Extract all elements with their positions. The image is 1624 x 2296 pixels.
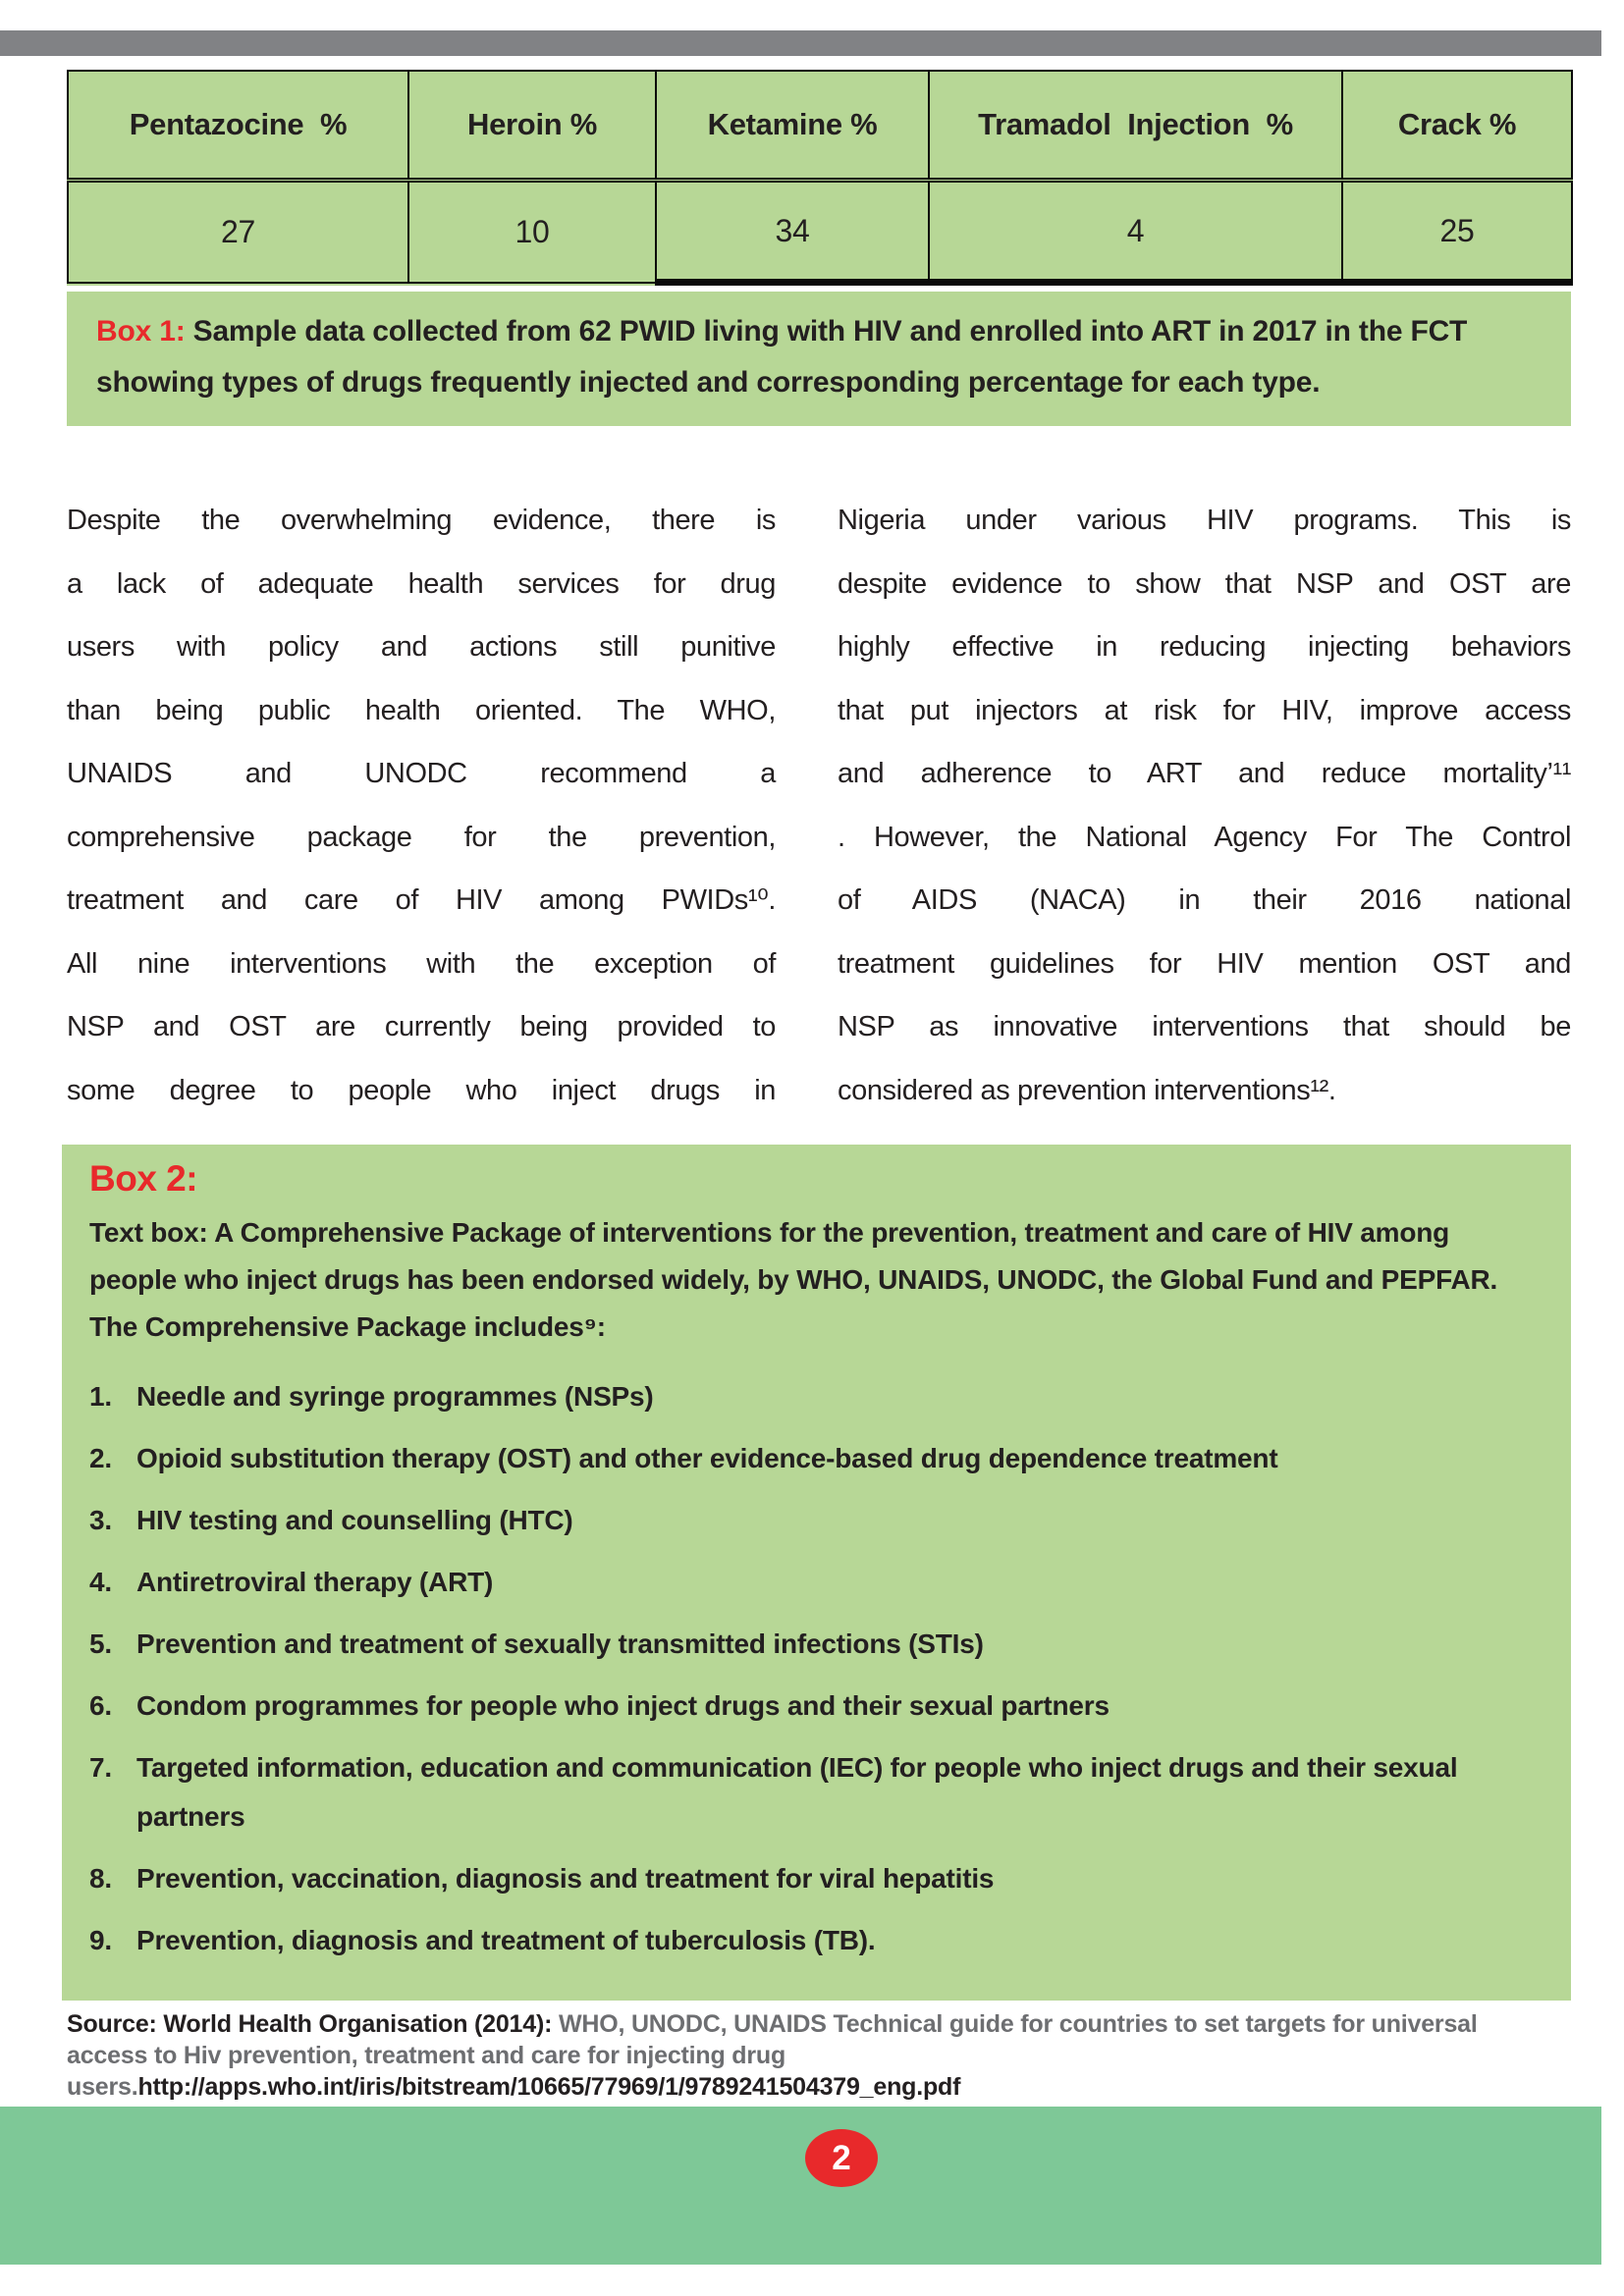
body-line: Despite the overwhelming evidence, there is (67, 505, 776, 536)
body-line: NSP as innovative interventions that should be (838, 1011, 1571, 1042)
table-value-tramadol: 4 (929, 181, 1342, 283)
body-line: a lack of adequate health services for drug (67, 567, 776, 600)
footer-band (0, 2107, 1601, 2265)
box2-intro: Text box: A Comprehensive Package of interventions for the prevention, treatment and care of HIV among people who inject drugs has been endorsed widely, by WHO, UNAIDS, UNODC, the Global Fund and PEPFAR. The Comprehensive Package includes⁹: (89, 1217, 1498, 1342)
source-citation-text: WHO, UNODC, UNAIDS Technical guide for countries to set targets for universal access to Hiv prevention, treatment and care for injecting drug users. (67, 2010, 1478, 2101)
list-item: Condom programmes for people who inject drugs and their sexual partners (136, 1690, 1110, 1721)
table-header-crack: Crack % (1342, 71, 1572, 181)
body-line: All nine interventions with the exception of (67, 947, 776, 980)
table-value-crack: 25 (1342, 181, 1572, 283)
body-line: and adherence to ART and reduce mortality’¹¹ (838, 758, 1571, 789)
list-item: Needle and syringe programmes (NSPs) (136, 1381, 654, 1412)
body-line: than being public health oriented. The WHO, (67, 694, 776, 726)
body-line: treatment and care of HIV among PWIDs¹⁰. (67, 884, 776, 916)
drug-percentage-table (67, 70, 1573, 286)
body-line: . However, the National Agency For The Control (838, 821, 1571, 853)
list-item: HIV testing and counselling (HTC) (136, 1505, 573, 1535)
list-item: Antiretroviral therapy (ART) (136, 1567, 494, 1597)
source-prefix: Source: World Health Organisation (2014): (67, 2010, 559, 2038)
box2-label: Box 2: (89, 1158, 198, 1199)
body-line: Nigeria under various HIV programs. This is (838, 505, 1571, 536)
table-header-pentazocine: Pentazocine % (68, 71, 408, 181)
body-line: UNAIDS and UNODC recommend a (67, 758, 776, 789)
box1-label: Box 1: (96, 315, 186, 347)
source-citation (67, 2008, 1551, 2103)
body-line: despite evidence to show that NSP and OST are (838, 567, 1571, 600)
page-number-badge (805, 2129, 878, 2187)
list-item: Prevention, vaccination, diagnosis and treatment for viral hepatitis (136, 1863, 995, 1894)
body-line: of AIDS (NACA) in their 2016 national (838, 884, 1571, 916)
table-value-heroin: 10 (408, 181, 656, 283)
body-line: comprehensive package for the prevention, (67, 821, 776, 853)
source-url-link[interactable]: http://apps.who.int/iris/bitstream/10665/77969/1/9789241504379_eng.pdf (137, 2073, 961, 2101)
table-header-row (68, 71, 1572, 181)
table-header-ketamine: Ketamine % (656, 71, 929, 181)
top-divider-bar (0, 30, 1601, 56)
list-item: Prevention and treatment of sexually transmitted infections (STIs) (136, 1629, 984, 1659)
body-line: some degree to people who inject drugs in (67, 1074, 776, 1106)
body-line: users with policy and actions still punitive (67, 631, 776, 663)
body-line: NSP and OST are currently being provided to (67, 1011, 776, 1042)
box1-caption (67, 292, 1571, 426)
box1-text: Sample data collected from 62 PWID living with HIV and enrolled into ART in 2017 in the FCT showing types of drugs frequently injected and corresponding percentage for each type. (96, 315, 1468, 399)
page-number: 2 (832, 2138, 851, 2177)
body-column-left (67, 489, 776, 1122)
box2-list (87, 1372, 1545, 1965)
table-row (68, 181, 1572, 283)
body-text (67, 489, 1571, 1122)
table-value-pentazocine: 27 (68, 181, 408, 283)
list-item: Targeted information, education and communication (IEC) for people who inject drugs and their sexual partners (136, 1752, 1458, 1832)
box2-panel (62, 1145, 1571, 2001)
table-header-tramadol: Tramadol Injection % (929, 71, 1342, 181)
list-item: Opioid substitution therapy (OST) and other evidence-based drug dependence treatment (136, 1443, 1278, 1473)
body-line: highly effective in reducing injecting behaviors (838, 631, 1571, 663)
table-value-ketamine: 34 (656, 181, 929, 283)
body-line: considered as prevention interventions¹². (838, 1074, 1336, 1106)
body-column-right (838, 489, 1571, 1122)
body-line: treatment guidelines for HIV mention OST and (838, 947, 1571, 980)
body-line: that put injectors at risk for HIV, improve access (838, 694, 1571, 726)
list-item: Prevention, diagnosis and treatment of tuberculosis (TB). (136, 1925, 876, 1955)
table-header-heroin: Heroin % (408, 71, 656, 181)
